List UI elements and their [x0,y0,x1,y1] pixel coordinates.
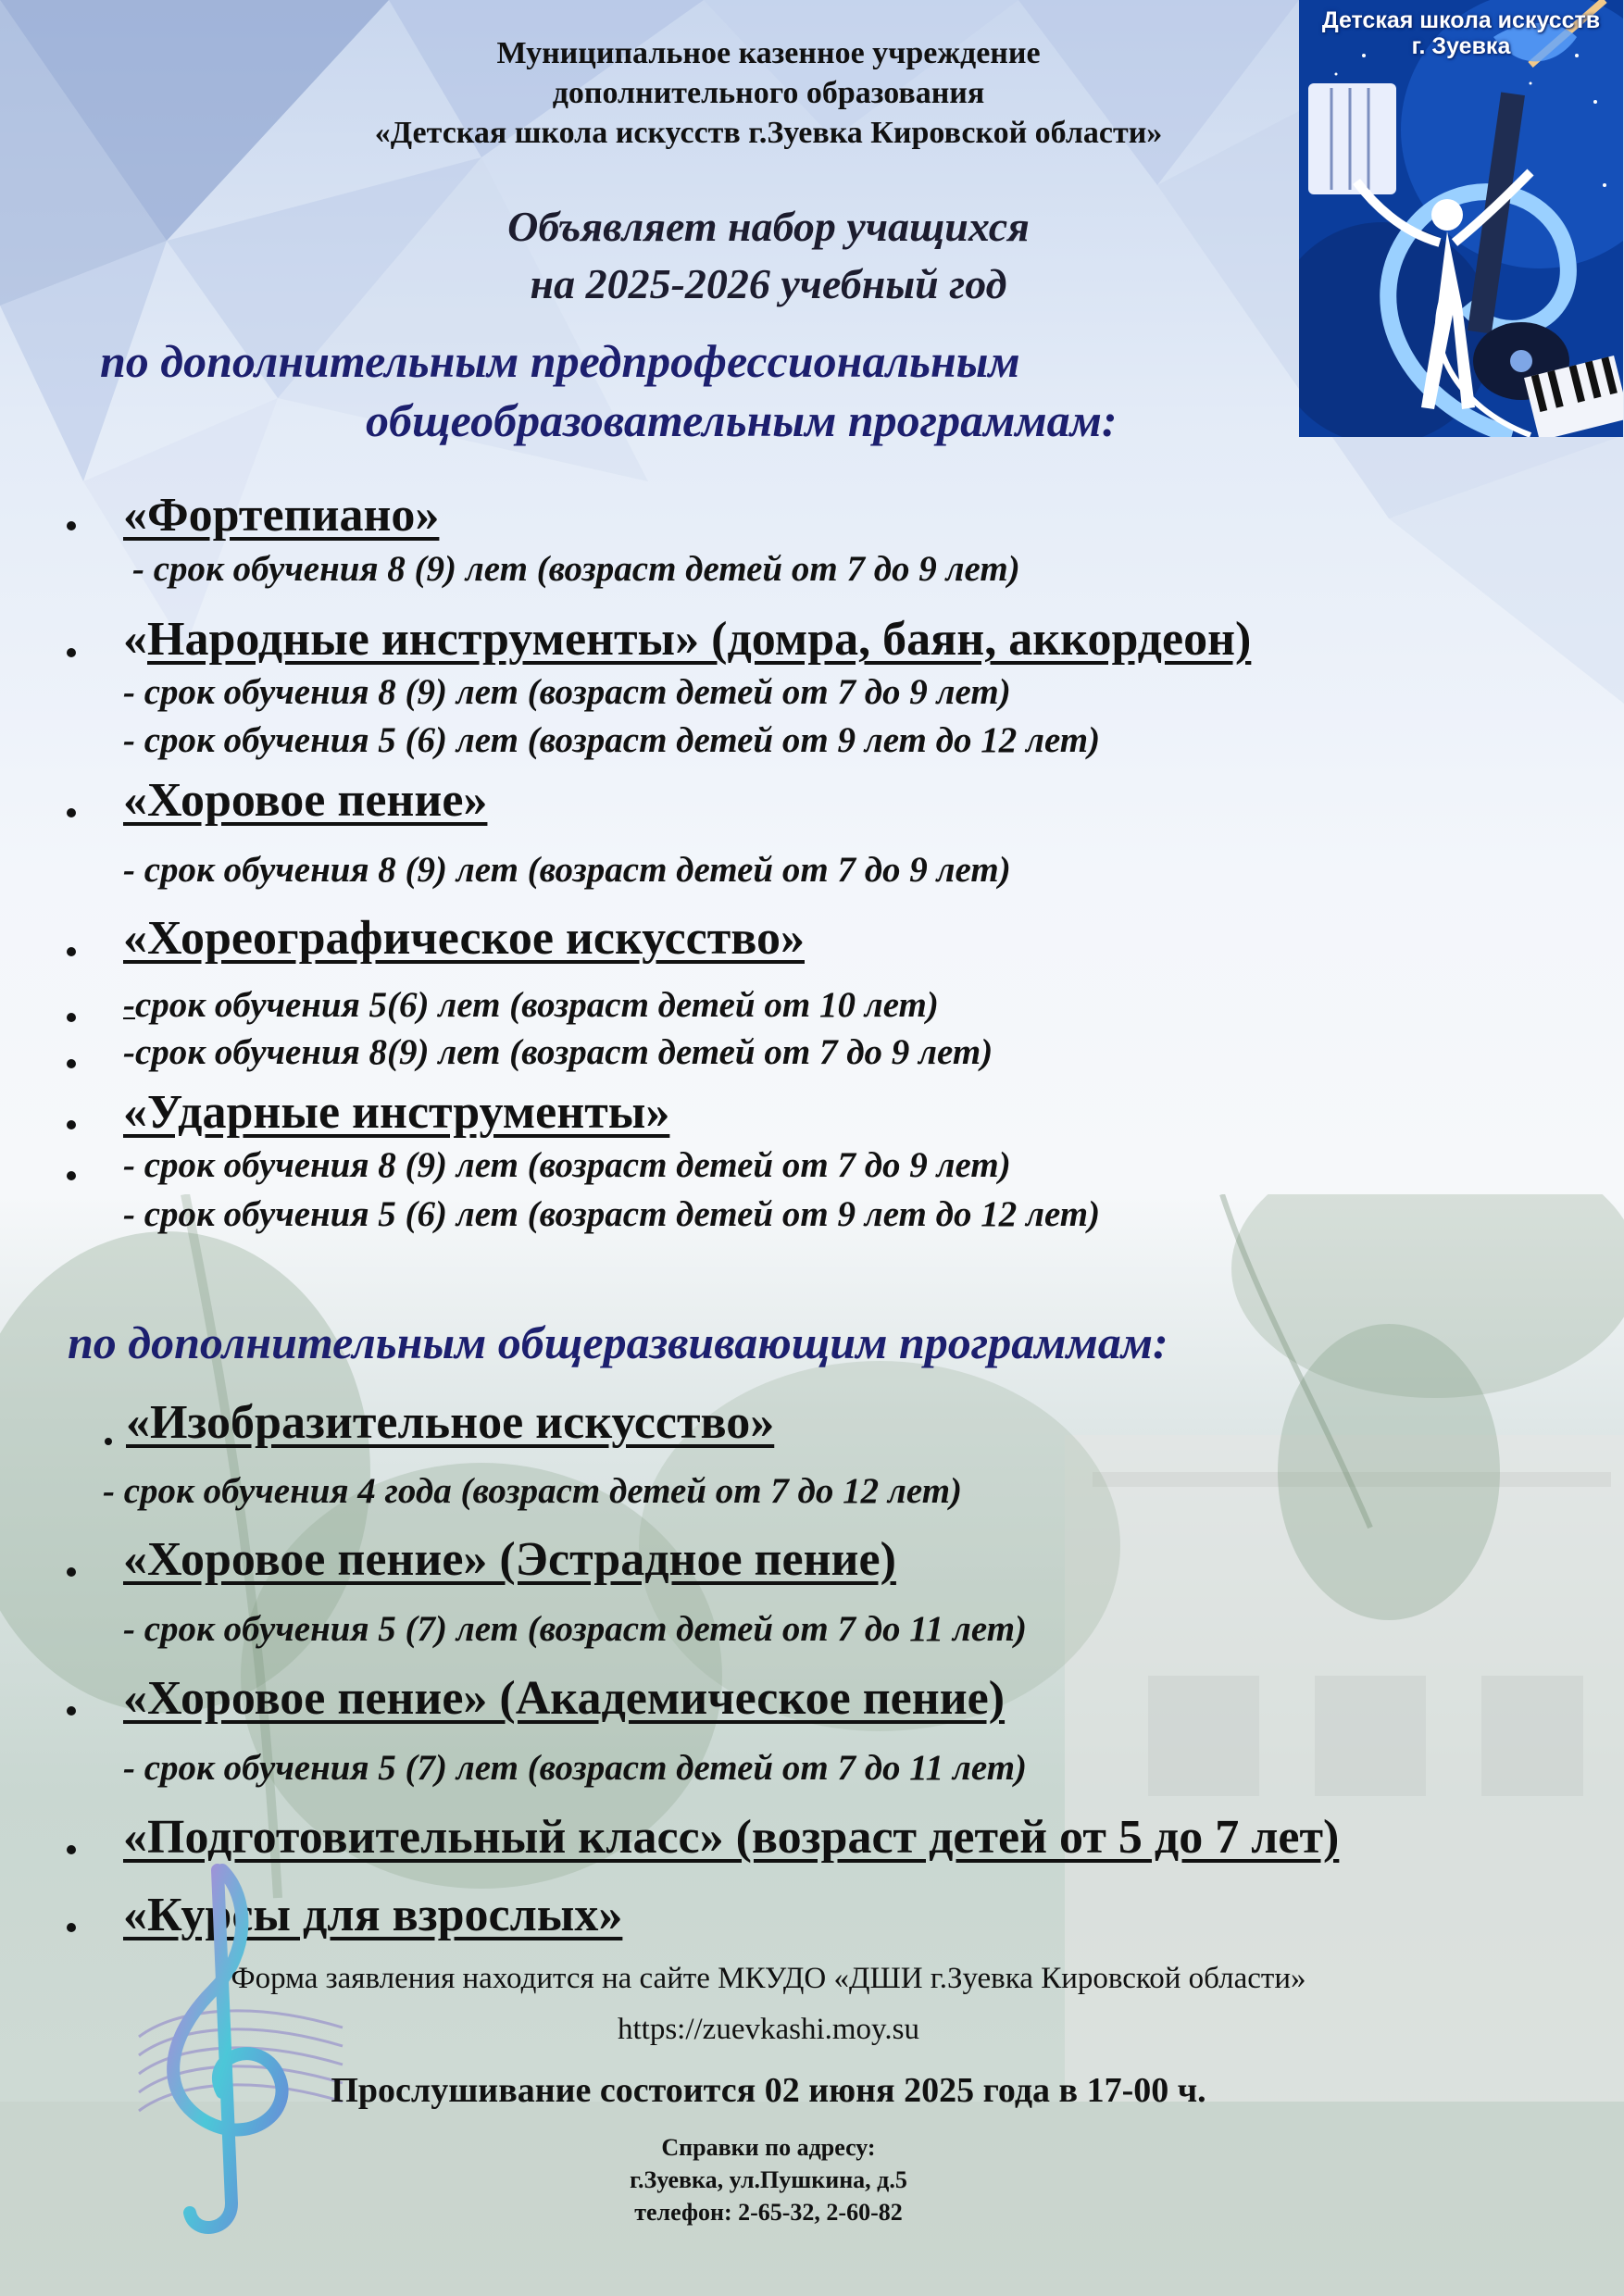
announce-line: на 2025-2026 учебный год [530,260,1007,307]
program-title: Народные инструменты» (домра, баян, аккордеон) [147,613,1252,666]
org-line: «Детская школа искусств г.Зуевка Кировской области» [374,116,1163,150]
bullet [105,1438,112,1445]
program-percussion: «Ударные инструменты» [123,1086,670,1139]
organization-name [0,33,1537,153]
program-choreography: «Хореографическое искусство» [123,912,805,965]
bullet [67,1120,76,1129]
program-detail: - срок обучения 5 (7) лет (возраст детей от 7 до 11 лет) [123,1748,1028,1788]
logo-title-line: Детская школа искусств [1321,7,1601,33]
program-detail: - срок обучения 8 (9) лет (возраст детей от 7 до 9 лет) [132,549,1020,589]
bullet [67,1706,76,1716]
bullet [67,1059,76,1068]
bullet [67,1923,76,1932]
announcement-heading [0,198,1537,313]
bullet [67,1567,76,1577]
program-preparatory-class: «Подготовительный класс» (возраст детей от 5 до 7 лет) [123,1811,1340,1864]
bullet [67,1845,76,1854]
application-form-note: Форма заявления находится на сайте МКУДО «ДШИ г.Зуевка Кировской области» [231,1962,1306,1995]
program-detail: - срок обучения 5 (6) лет (возраст детей от 9 лет до 12 лет) [123,1194,1101,1234]
bullet [67,947,76,956]
bullet [67,1013,76,1022]
program-fortepiano: «Фортепиано» [123,489,440,542]
program-choral-singing: «Хоровое пение» [123,774,488,827]
phone: телефон: 2-65-32, 2-60-82 [634,2199,903,2226]
program-detail: - срок обучения 5 (6) лет (возраст детей от 9 лет до 12 лет) [123,720,1101,760]
preprof-section-title-line2: общеобразовательным программам: [366,394,1118,446]
program-academic-singing: «Хоровое пение» (Академическое пение) [123,1672,1006,1725]
detail-dash: - [123,985,135,1025]
program-detail: - срок обучения 8 (9) лет (возраст детей от 7 до 9 лет) [123,850,1011,890]
program-folk-instruments [123,611,1251,668]
announce-line: Объявляет набор учащихся [507,203,1030,250]
program-detail [123,982,939,1029]
program-detail: -срок обучения 8(9) лет (возраст детей от 7 до 9 лет) [123,1032,993,1072]
bullet [67,648,76,657]
preprof-section-title: по дополнительным предпрофессиональным [100,335,1020,387]
bullet [67,521,76,530]
program-pop-singing: «Хоровое пение» (Эстрадное пение) [123,1533,896,1586]
bullet [67,1171,76,1180]
general-section-title: по дополнительным общеразвивающим программам: [68,1316,1168,1368]
program-detail: - срок обучения 8 (9) лет (возраст детей от 7 до 9 лет) [123,1145,1011,1185]
program-fine-art: «Изобразительное искусство» [126,1396,775,1449]
logo-title-line: г. Зуевка [1411,33,1511,59]
program-detail: - срок обучения 5 (7) лет (возраст детей от 7 до 11 лет) [123,1609,1028,1649]
audition-date: Прослушивание состоится 02 июня 2025 года в 17-00 ч. [331,2071,1206,2110]
detail-text: срок обучения 5(6) лет (возраст детей от 10 лет) [135,985,939,1025]
bullet [67,808,76,817]
org-line: дополнительного образования [552,76,985,110]
info-title: Справки по адресу: [661,2134,876,2161]
website-link[interactable]: https://zuevkashi.moy.su [617,2013,919,2046]
address: г.Зуевка, ул.Пушкина, д.5 [630,2166,907,2193]
program-adult-courses: «Курсы для взрослых» [123,1889,623,1941]
quote-mark: « [123,613,147,666]
program-detail: - срок обучения 8 (9) лет (возраст детей от 7 до 9 лет) [123,672,1011,712]
program-detail: - срок обучения 4 года (возраст детей от 7 до 12 лет) [103,1471,963,1511]
org-line: Муниципальное казенное учреждение [496,36,1041,70]
